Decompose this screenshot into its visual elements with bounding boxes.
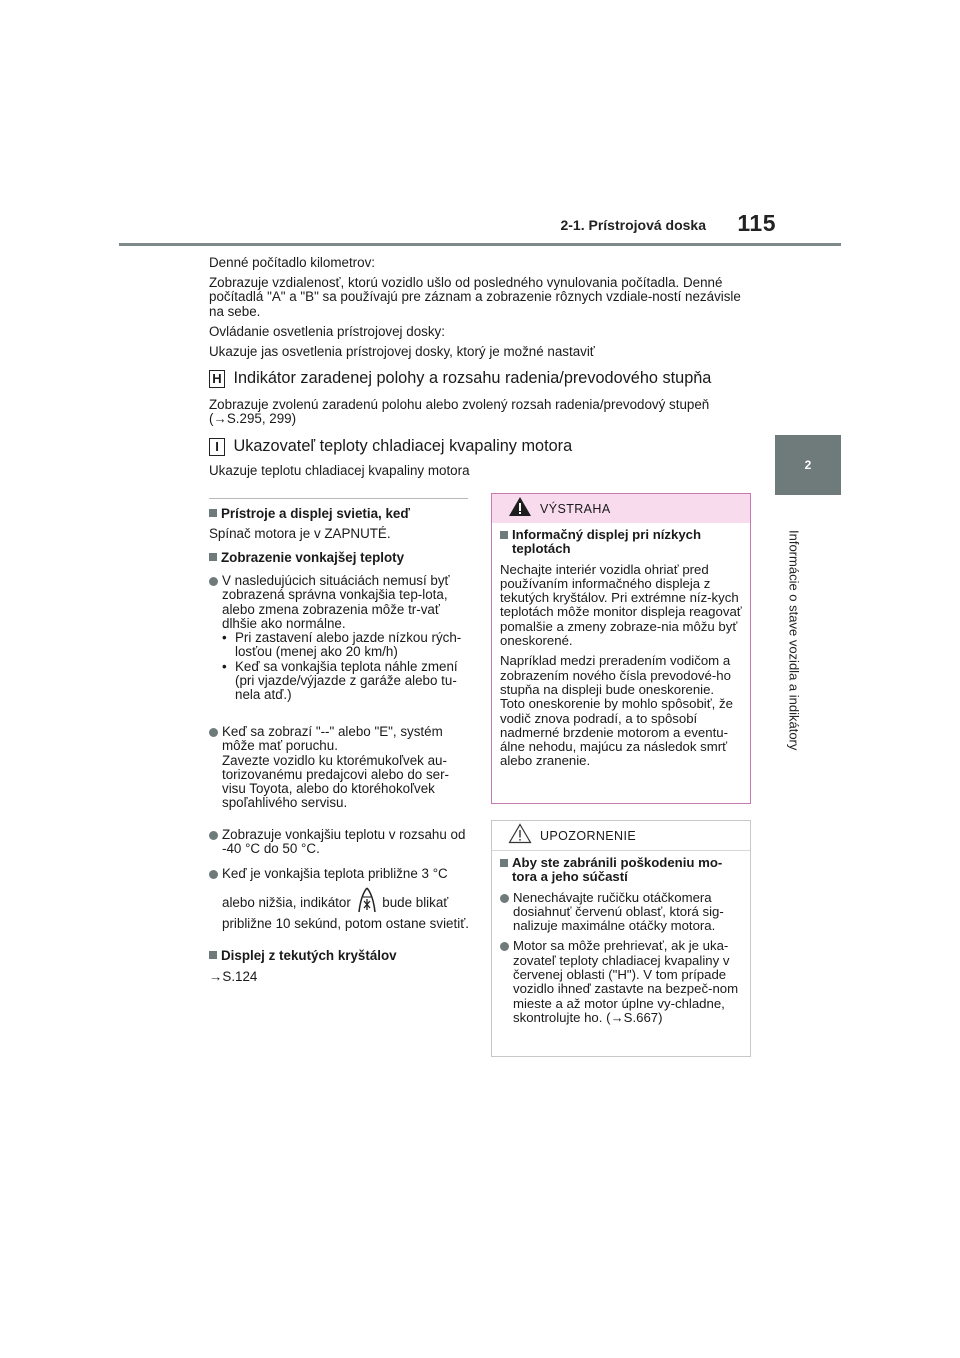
- warning-title: VÝSTRAHA: [540, 501, 611, 516]
- square-bullet-icon: [209, 553, 217, 561]
- circle-bullet-icon: [500, 894, 509, 903]
- odometer-label: Denné počítadlo kilometrov:: [209, 255, 375, 270]
- caution-triangle-outline-icon: [508, 823, 532, 849]
- section-heading: [209, 507, 469, 521]
- odometer-text: Zobrazuje vzdialenosť, ktorú vozidlo ušlo od posledného vynulovania počítadla. Denné počítadlá "A" a "B" sa používajú pre záznam a zobrazenie rôznych vzdiale-ností nezávisle na sebe.: [209, 275, 741, 319]
- ice-warning-icon: [355, 887, 379, 916]
- circle-bullet-icon: [209, 870, 218, 879]
- warning-box: [491, 493, 751, 804]
- chapter-side-label: [764, 505, 824, 775]
- dimmer-label: Ovládanie osvetlenia prístrojovej dosky:: [209, 324, 445, 339]
- marker-i: I: [209, 438, 225, 456]
- heading-h: [209, 369, 749, 388]
- circle-bullet-icon: [209, 831, 218, 840]
- section-title-1: Prístroje a displej svietia, keď: [221, 506, 410, 521]
- square-bullet-icon: [500, 859, 508, 867]
- list-item-text: alebo nižšia, indikátor: [222, 895, 351, 911]
- section-title-3: Displej z tekutých kryštálov: [221, 948, 397, 963]
- circle-bullet-icon: [209, 728, 218, 737]
- marker-h: H: [209, 370, 225, 388]
- heading-i: [209, 437, 749, 456]
- circle-bullet-icon: [500, 942, 509, 951]
- dimmer-text: Ukazuje jas osvetlenia prístrojovej dosky, ktorý je možné nastaviť: [209, 344, 595, 359]
- section-heading: [209, 551, 469, 565]
- section-title: 2-1. Prístrojová doska: [560, 217, 706, 233]
- list-item: [209, 725, 469, 811]
- chapter-number: 2: [804, 458, 812, 472]
- sub-item-text: Pri zastavení alebo jazde nízkou rých-losťou (menej ako 20 km/h): [235, 630, 462, 660]
- square-bullet-icon: [500, 531, 508, 539]
- square-bullet-icon: [209, 509, 217, 517]
- warning-triangle-icon: [508, 496, 532, 522]
- notice-header: [492, 821, 750, 851]
- list-item-text: V nasledujúcich situáciách nemusí byť zobrazená správna vonkajšia tep-lota, alebo zmena zobrazenia môže tr-vať dlhšie ako normálne.: [222, 573, 450, 631]
- square-bullet-icon: [209, 951, 217, 959]
- heading-i-title: Ukazovateľ teploty chladiacej kvapaliny motora: [233, 437, 573, 455]
- chapter-tab: [775, 435, 841, 495]
- heading-h-text: Zobrazuje zvolenú zaradenú polohu alebo zvolený rozsah radenia/prevodový stupeň (→S.295, 299): [209, 397, 710, 427]
- warning-subtitle: [500, 528, 742, 557]
- list-item-text: Keď sa zobrazí "--" alebo "E", systém môže mať poruchu.: [222, 724, 443, 754]
- warning-text-1: Nechajte interiér vozidla ohriať pred používaním informačného displeja z tekutých kryštálov. Pri extrémne níz-kych teplotách môže monitor displeja reagovať pomalšie a zmeny zobraze-nia môžu byť oneskorené.: [500, 561, 742, 649]
- header-rule: [119, 243, 841, 246]
- list-item-text: bude blikať: [382, 895, 449, 911]
- notice-subtitle: [500, 856, 742, 885]
- list-item-continuation: Zavezte vozidlo ku ktorémukoľvek au-torizovanému predajcovi alebo do ser-visu Toyota, alebo do ktoréhokoľvek spoľahlivého servisu.: [222, 752, 450, 811]
- notice-title: UPOZORNENIE: [540, 828, 637, 843]
- list-item-text: Zobrazuje vonkajšiu teplotu v rozsahu od -40 °C do 50 °C.: [222, 827, 466, 857]
- chapter-title: Informácie o stave vozidla a indikátory: [786, 529, 802, 751]
- list-item-text: Keď je vonkajšia teplota približne 3 °C: [222, 866, 448, 881]
- notice-item: [500, 939, 742, 1025]
- cross-reference: →S.124: [209, 969, 258, 984]
- sub-item-text: Keď sa vonkajšia teplota náhle zmení (pri vjazde/výjazde z garáže alebo tu-nela atď.): [235, 658, 458, 703]
- notice-box: [491, 820, 751, 1057]
- divider: [209, 498, 468, 499]
- heading-i-text: Ukazuje teplotu chladiacej kvapaliny motora: [209, 463, 470, 478]
- list-item: [209, 828, 469, 857]
- section-title-2: Zobrazenie vonkajšej teploty: [221, 550, 405, 565]
- circle-bullet-icon: [209, 577, 218, 586]
- notice-item-text: Nenechávajte ručičku otáčkomera dosiahnuť červenú oblasť, ktorá sig-nalizuje maximálne otáčky motora.: [513, 889, 724, 934]
- page-number: 115: [737, 210, 776, 236]
- notice-item: [500, 891, 742, 934]
- warning-subtitle-text: Informačný displej pri nízkych teplotách: [512, 527, 702, 557]
- section-heading: [209, 949, 469, 963]
- list-item: [209, 867, 469, 931]
- warning-text-2: Napríklad medzi preradením vodičom a zobrazením nového čísla prevodové-ho stupňa na displeji bude oneskorenie. Toto oneskorenie by mohlo spôsobiť, že vodič znova podradí, a to spôsobí nadmerné brzdenie motorom a eventu-álne nehodu, majúcu za následok smrť alebo zranenie.: [500, 653, 733, 769]
- list-item: V nasledujúcich situáciách nemusí byť zobrazená správna vonkajšia tep-lota, alebo zmena zobrazenia môže tr-vať dlhšie ako normálne. • Pri zastavení alebo jazde nízkou rých-losťou (menej ako 20 km/h) • Keď sa vonkajšia teplota náhle zmení (pri vjazde/výjazde z garáže alebo tu-nela atď.): [209, 574, 469, 703]
- notice-subtitle-text: Aby ste zabránili poškodeniu mo-tora a jeho súčastí: [512, 855, 723, 885]
- list-item-continuation: približne 10 sekúnd, potom ostane svietiť.: [222, 915, 469, 931]
- heading-h-title: Indikátor zaradenej polohy a rozsahu radenia/prevodového stupňa: [233, 369, 712, 387]
- section-text-1: Spínač motora je v ZAPNUTÉ.: [209, 526, 391, 541]
- notice-item-text: Motor sa môže prehrievať, ak je uka-zovateľ teploty chladiacej kvapaliny v červenej oblasti ("H"). V tom prípade vozidlo ihneď zastavte na bezpeč-nom mieste a až motor úplne vy-chladne, skontrolujte ho. (→S.667): [513, 938, 739, 1025]
- warning-header: [492, 494, 750, 523]
